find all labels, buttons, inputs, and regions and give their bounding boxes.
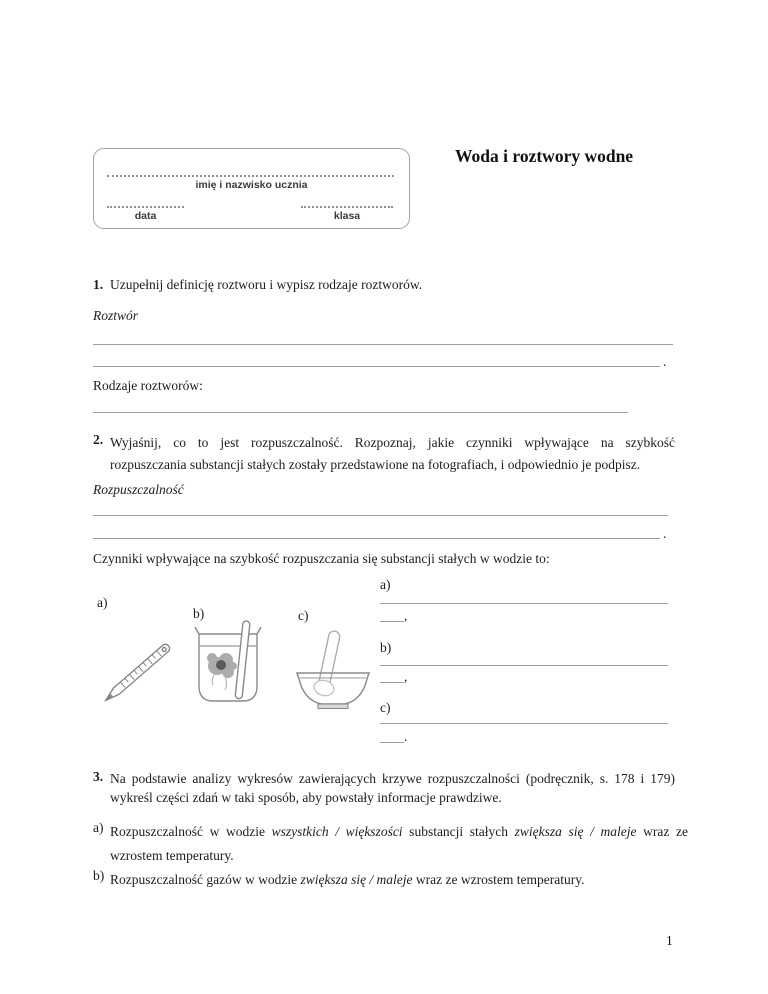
answer-c-label: c): [380, 700, 391, 715]
item-a-text: [110, 820, 688, 868]
item-a-choice: zwiększa się / maleje: [514, 824, 637, 839]
question-3-text-line-1: Na podstawie analizy wykresów zawierających krzywe rozpuszczalności (podręcznik, s. 178 i 179): [110, 771, 675, 786]
item-b-choice: zwiększa się / maleje: [300, 872, 413, 887]
item-a-label: a): [93, 820, 104, 835]
item-a-part: Rozpuszczalność w wodzie: [110, 824, 272, 839]
answer-line: [93, 515, 668, 516]
question-3-text: [110, 769, 675, 807]
question-1-text: Uzupełnij definicję roztworu i wypisz rodzaje roztworów.: [110, 277, 423, 292]
page-title: Woda i roztwory wodne: [455, 146, 634, 166]
answer-c-punctuation: .: [404, 729, 408, 744]
beaker-stirring-icon: [192, 617, 264, 707]
question-1-number: 1.: [93, 277, 104, 292]
answer-line: [93, 366, 660, 367]
answer-line: [93, 412, 628, 413]
class-fill-line: [301, 206, 393, 208]
short-answer-line: [380, 730, 404, 743]
answer-b-continuation: [380, 667, 408, 684]
answer-line: [93, 538, 660, 539]
name-label: imię i nazwisko ucznia: [195, 179, 308, 191]
class-label: klasa: [333, 210, 361, 222]
question-3-text-line-2: wykreśl części zdań w taki sposób, aby powstały informacje prawdziwe.: [110, 790, 502, 805]
item-a-part: wraz ze wzrostem temperatury.: [110, 824, 688, 863]
photo-b-label: b): [193, 606, 205, 621]
short-answer-line: [380, 609, 404, 622]
factors-intro: Czynniki wpływające na szybkość rozpuszczania się substancji stałych w wodzie to:: [93, 551, 550, 566]
date-label: data: [134, 210, 157, 222]
page-number: 1: [666, 933, 673, 948]
answer-line: [380, 665, 668, 666]
mortar-pestle-icon: [294, 627, 372, 715]
item-b-text: [110, 868, 688, 892]
answer-b-punctuation: ,: [404, 669, 408, 684]
answer-c-continuation: [380, 727, 408, 744]
item-b-label: b): [93, 868, 105, 883]
photo-a-label: a): [97, 595, 108, 610]
question-2-text-line-2: rozpuszczania substancji stałych zostały przedstawione na fotografiach, i odpowiednio je podpisz.: [110, 457, 641, 472]
name-fill-line: [107, 175, 394, 177]
answer-line: [380, 603, 668, 604]
student-info-box: [93, 148, 410, 229]
item-b-part: wraz ze wzrostem temperatury.: [412, 872, 585, 887]
answer-b-label: b): [380, 640, 392, 655]
question-3-number: 3.: [93, 769, 104, 784]
question-2-text-line-1: Wyjaśnij, co to jest rozpuszczalność. Rozpoznaj, jakie czynniki wpływające na szybkość: [110, 435, 675, 450]
thermometer-icon: [96, 616, 184, 711]
answer-a-label: a): [380, 577, 391, 592]
subheading-rodzaje: Rodzaje roztworów:: [93, 378, 203, 393]
date-fill-line: [107, 206, 184, 208]
short-answer-line: [380, 670, 404, 683]
item-a-choice: wszystkich / większości: [271, 824, 403, 839]
answer-a-punctuation: ,: [404, 608, 408, 623]
term-rozpuszczalnosc: Rozpuszczalność: [93, 482, 184, 497]
photo-c-label: c): [298, 608, 309, 623]
item-b-part: Rozpuszczalność gazów w wodzie: [110, 872, 301, 887]
line-end-period: .: [663, 526, 667, 541]
answer-a-continuation: [380, 606, 408, 623]
question-2-text: [110, 432, 675, 476]
answer-line: [380, 723, 668, 724]
item-a-part: substancji stałych: [402, 824, 515, 839]
line-end-period: .: [663, 354, 667, 369]
term-roztwor: Roztwór: [93, 308, 139, 323]
answer-line: [93, 344, 673, 345]
question-2-number: 2.: [93, 432, 104, 447]
